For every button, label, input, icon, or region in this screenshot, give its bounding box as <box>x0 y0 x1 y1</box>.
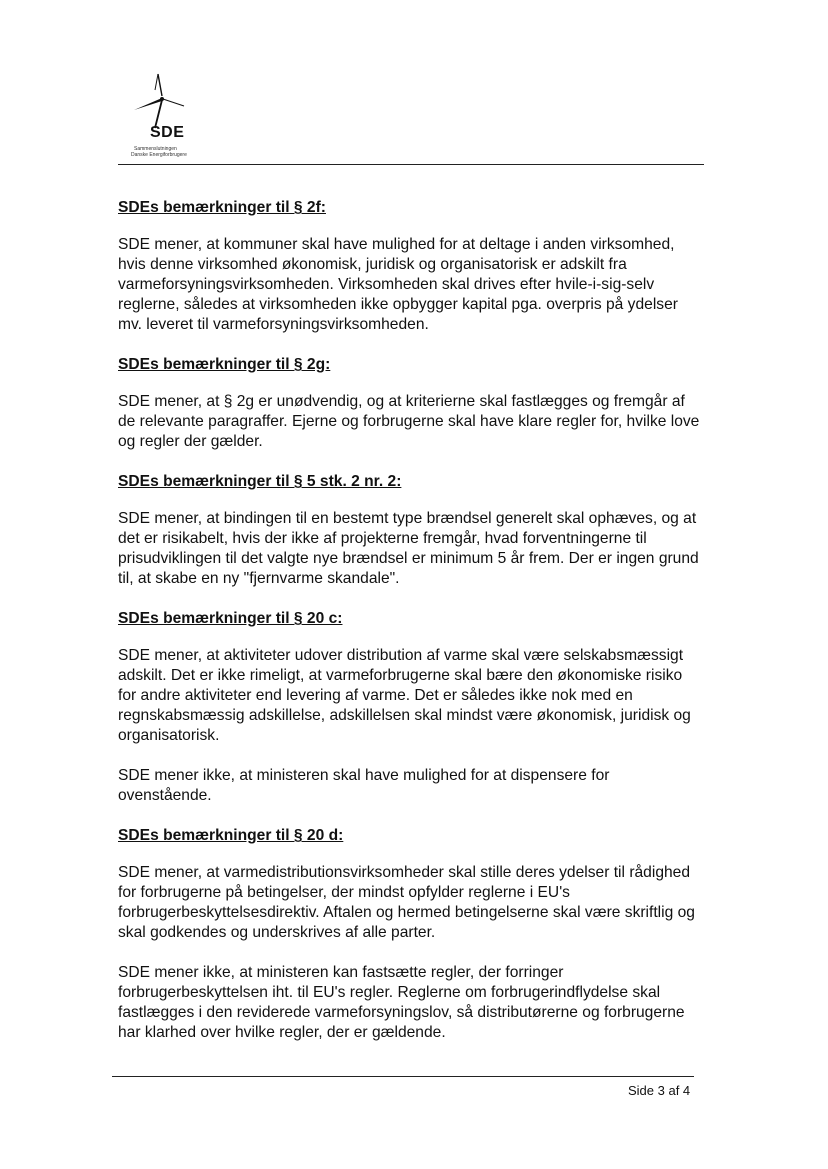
section-2f <box>118 198 700 335</box>
section-heading: SDEs bemærkninger til § 20 d: <box>118 827 344 844</box>
section-heading: SDEs bemærkninger til § 5 stk. 2 nr. 2: <box>118 473 402 490</box>
section-5-stk2-nr2 <box>118 472 700 589</box>
paragraph: SDE mener ikke, at ministeren kan fastsætte regler, der forringer forbrugerbeskyttelsen iht. til EU's regler. Reglerne om forbrugerindflydelse skal fastlægges i den reviderede varmeforsyningslov, så distributørerne og forbrugerne har klarhed over hvilke regler, der er gældende. <box>118 964 685 1041</box>
paragraph: SDE mener, at bindingen til en bestemt type brændsel generelt skal ophæves, og at det er risikabelt, hvis der ikke af projekterne fremgår, hvad forventningerne til prisudviklingen til det valgte nye brændsel er minimum 5 år frem. Der er ingen grund til, at skabe en ny "fjernvarme skandale". <box>118 510 699 587</box>
header-divider <box>118 164 704 165</box>
logo-subtitle-1: Sammenslutningen <box>134 146 177 152</box>
logo-subtitle-2: Danske Energiforbrugere <box>131 152 187 158</box>
section-2g <box>118 355 700 452</box>
logo-text: SDE <box>150 124 185 141</box>
footer-divider <box>112 1076 694 1077</box>
section-20d <box>118 826 700 1043</box>
paragraph: SDE mener, at aktiviteter udover distribution af varme skal være selskabsmæssigt adskilt. Det er ikke rimeligt, at varmeforbrugerne skal bære den økonomiske risiko for andre aktiviteter end levering af varme. Det er således ikke nok med en regnskabsmæssig adskillelse, adskillelsen skal mindst være økonomisk, juridisk og organisatorisk. <box>118 647 691 744</box>
paragraph: SDE mener ikke, at ministeren skal have mulighed for at dispensere for ovenstående. <box>118 767 610 804</box>
paragraph: SDE mener, at kommuner skal have mulighed for at deltage i anden virksomhed, hvis denne virksomhed økonomisk, juridisk og organisatorisk er adskilt fra varmeforsyningsvirksomheden. Virksomheden skal drives efter hvile-i-sig-selv reglerne, således at virksomheden ikke opbygger kapital pga. overpris på ydelser mv. leveret til varmeforsyningsvirksomheden. <box>118 236 678 333</box>
paragraph: SDE mener, at § 2g er unødvendig, og at kriterierne skal fastlægges og fremgår af de relevante paragraffer. Ejerne og forbrugerne skal have klare regler for, hvilke love og regler der gælder. <box>118 393 700 450</box>
page-number: Side 3 af 4 <box>628 1083 691 1098</box>
section-heading: SDEs bemærkninger til § 2f: <box>118 199 326 216</box>
document-body <box>118 198 700 1063</box>
wind-turbine-icon <box>122 66 192 132</box>
section-heading: SDEs bemærkninger til § 20 c: <box>118 610 343 627</box>
paragraph: SDE mener, at varmedistributionsvirksomheder skal stille deres ydelser til rådighed for forbrugerne på betingelser, der mindst opfylder reglerne i EU's forbrugerbeskyttelsesdirektiv. Aftalen og hermed betingelserne skal være skriftlig og skal godkendes og underskrives af alle parter. <box>118 864 695 941</box>
section-heading: SDEs bemærkninger til § 2g: <box>118 356 331 373</box>
sde-logo <box>112 66 232 164</box>
section-20c <box>118 609 700 806</box>
